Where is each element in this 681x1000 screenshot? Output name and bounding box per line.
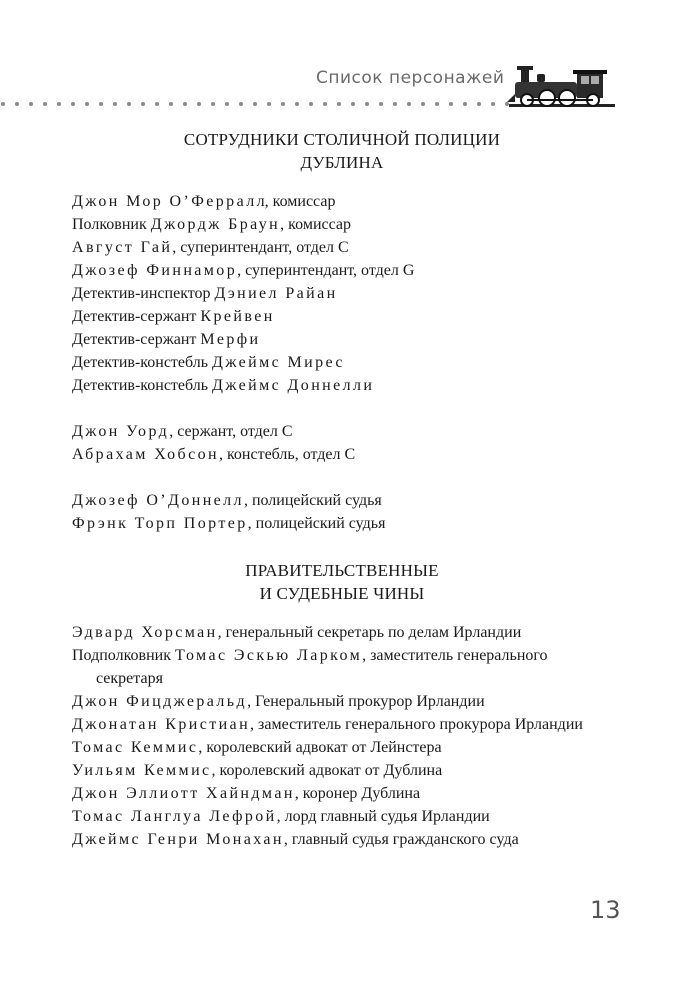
spacer bbox=[72, 397, 612, 420]
character-name: Джон Мор О’Феррал bbox=[72, 193, 257, 210]
list-item: Эдвард Хорсман, генеральный секретарь по делам Ирландии bbox=[72, 624, 522, 641]
list-item: Уильям Кеммис, королевский адвокат от Дублина bbox=[72, 762, 443, 779]
character-name: Джозеф Финнамор bbox=[72, 262, 238, 279]
list-item: Подполковник Томас Эскью Ларком, заместитель генерального секретаря bbox=[72, 647, 548, 687]
character-name: Джон Уорд bbox=[72, 423, 170, 440]
character-name: Джеймс Доннелли bbox=[212, 377, 375, 394]
spacer bbox=[72, 466, 612, 489]
page-number: 13 bbox=[590, 896, 621, 924]
section-heading-line: ПРАВИТЕЛЬСТВЕННЫЕ bbox=[245, 561, 439, 580]
list-item: Джон Уорд, сержант, отдел C bbox=[72, 423, 293, 440]
character-name: Джозеф О’Доннелл bbox=[72, 492, 244, 509]
list-item: Детектив-констебль Джеймс Доннелли bbox=[72, 377, 375, 394]
list-item: Джеймс Генри Монахан, главный судья гражданского суда bbox=[72, 831, 519, 848]
character-name: Дэниел Райан bbox=[214, 285, 338, 302]
list-item: Детектив-констебль Джеймс Мирес bbox=[72, 354, 345, 371]
character-name: Джон Эллиотт Хайндман bbox=[72, 785, 295, 802]
list-item: Джозеф Финнамор, суперинтендант, отдел G bbox=[72, 262, 415, 279]
list-item: Джон Фицджеральд, Генеральный прокурор Ирландии bbox=[72, 693, 485, 710]
list-item: Детектив-инспектор Дэниел Райан bbox=[72, 285, 338, 302]
character-name: Джеймс Мирес bbox=[212, 354, 345, 371]
list-item: Джонатан Кристиан, заместитель генерального прокурора Ирландии bbox=[72, 716, 583, 733]
section-heading-line: И СУДЕБНЫЕ ЧИНЫ bbox=[259, 584, 425, 603]
list-item: Джон Мор О’Ферралл, комиссар bbox=[72, 193, 336, 210]
running-title: Список персонажей bbox=[316, 68, 505, 88]
section-heading-line: СОТРУДНИКИ СТОЛИЧНОЙ ПОЛИЦИИ bbox=[183, 130, 501, 149]
dotted-rule bbox=[0, 101, 510, 107]
character-name: Джон Фицджеральд bbox=[72, 693, 248, 710]
police-group-2 bbox=[72, 420, 612, 466]
list-item: Джозеф О’Доннелл, полицейский судья bbox=[72, 492, 382, 509]
character-name: Томас Эскью Ларком bbox=[174, 647, 363, 664]
list-item: Август Гай, суперинтендант, отдел C bbox=[72, 239, 349, 256]
character-name: Томас Ланглуа Лефрой bbox=[72, 808, 277, 825]
character-name: Август Гай bbox=[72, 239, 173, 256]
character-name: Джонатан Кристиан bbox=[72, 716, 251, 733]
list-item: Детектив-сержант Крейвен bbox=[72, 308, 275, 325]
character-name: Фрэнк Торп Портер bbox=[72, 515, 248, 532]
police-group-1 bbox=[72, 190, 612, 397]
steam-locomotive-icon bbox=[507, 66, 617, 110]
character-name: Томас Кеммис bbox=[72, 739, 199, 756]
section-heading-line: ДУБЛИНА bbox=[300, 153, 384, 172]
list-item: Детектив-сержант Мерфи bbox=[72, 331, 261, 348]
section-heading-government bbox=[72, 559, 612, 605]
character-name: Эдвард Хорсман bbox=[72, 624, 218, 641]
government-list bbox=[72, 621, 612, 851]
character-name: Уильям Кеммис bbox=[72, 762, 212, 779]
list-item: Джон Эллиотт Хайндман, коронер Дублина bbox=[72, 785, 421, 802]
list-item: Томас Ланглуа Лефрой, лорд главный судья Ирландии bbox=[72, 808, 490, 825]
list-item: Томас Кеммис, королевский адвокат от Лейнстера bbox=[72, 739, 442, 756]
character-name: Абрахам Хобсон bbox=[72, 446, 219, 463]
running-header bbox=[0, 60, 681, 120]
character-name: Джордж Браун bbox=[150, 216, 281, 233]
list-item: Абрахам Хобсон, констебль, отдел C bbox=[72, 446, 356, 463]
section-heading-police bbox=[72, 128, 612, 174]
character-name: Джеймс Генри Монахан bbox=[72, 831, 284, 848]
list-item: Фрэнк Торп Портер, полицейский судья bbox=[72, 515, 386, 532]
police-group-3 bbox=[72, 489, 612, 535]
character-list bbox=[72, 128, 612, 851]
character-name: Крейвен bbox=[200, 308, 275, 325]
character-name: Мерфи bbox=[200, 331, 261, 348]
list-item: Полковник Джордж Браун, комиссар bbox=[72, 216, 351, 233]
